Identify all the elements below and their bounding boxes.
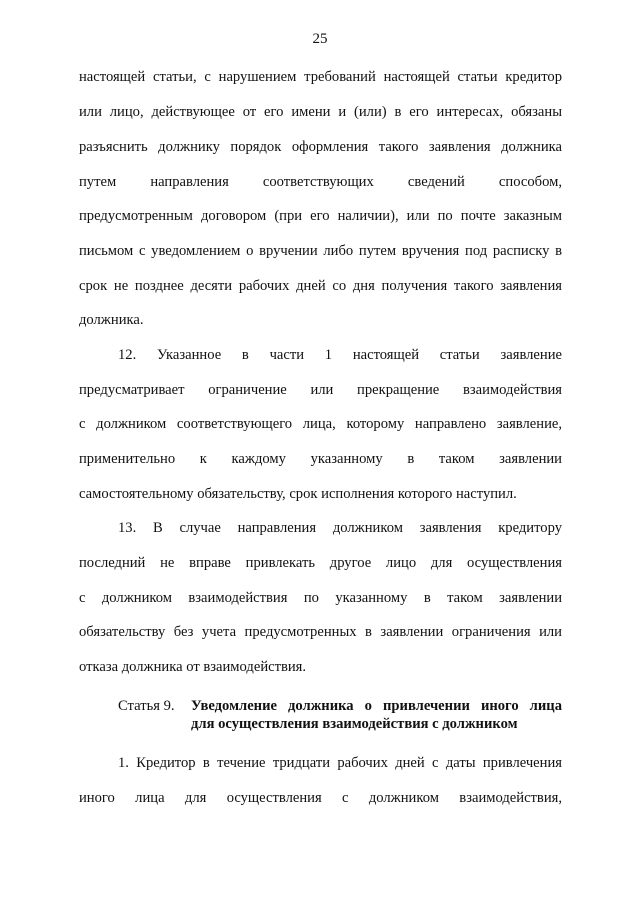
- article-title-line: Уведомление должника о привлечении иного лица: [191, 698, 562, 714]
- text-line: с должником взаимодействия по указанному в таком заявлении: [79, 590, 562, 606]
- text-line: должника.: [79, 312, 144, 328]
- article-title-line: для осуществления взаимодействия с должником: [191, 716, 518, 732]
- text-line: разъяснить должнику порядок оформления такого заявления должника: [79, 139, 562, 155]
- text-line: самостоятельному обязательству, срок исполнения которого наступил.: [79, 486, 517, 502]
- text-line: настоящей статьи, с нарушением требований настоящей статьи кредитор: [79, 69, 562, 85]
- text-line: срок не позднее десяти рабочих дней со дня получения такого заявления: [79, 278, 562, 294]
- text-line: с должником соответствующего лица, которому направлено заявление,: [79, 416, 562, 432]
- text-line: путем направления соответствующих сведений способом,: [79, 174, 562, 190]
- text-line: иного лица для осуществления с должником взаимодействия,: [79, 790, 562, 806]
- article-label: Статья 9.: [118, 698, 175, 714]
- text-line: применительно к каждому указанному в таком заявлении: [79, 451, 562, 467]
- text-line: предусматривает ограничение или прекращение взаимодействия: [79, 382, 562, 398]
- text-line: отказа должника от взаимодействия.: [79, 659, 307, 675]
- text-line: 13. В случае направления должником заявления кредитору: [118, 520, 562, 536]
- page-number: 25: [312, 31, 328, 47]
- text-line: 12. Указанное в части 1 настоящей статьи заявление: [118, 347, 562, 363]
- text-line: или лицо, действующее от его имени и (или) в его интересах, обязаны: [79, 104, 562, 120]
- text-line: последний не вправе привлекать другое лицо для осуществления: [79, 555, 562, 571]
- text-line: обязательству без учета предусмотренных в заявлении ограничения или: [79, 624, 562, 640]
- text-line: предусмотренным договором (при его наличии), или по почте заказным: [79, 208, 562, 224]
- text-line: 1. Кредитор в течение тридцати рабочих дней с даты привлечения: [118, 755, 562, 771]
- text-line: письмом с уведомлением о вручении либо путем вручения под расписку в: [79, 243, 562, 259]
